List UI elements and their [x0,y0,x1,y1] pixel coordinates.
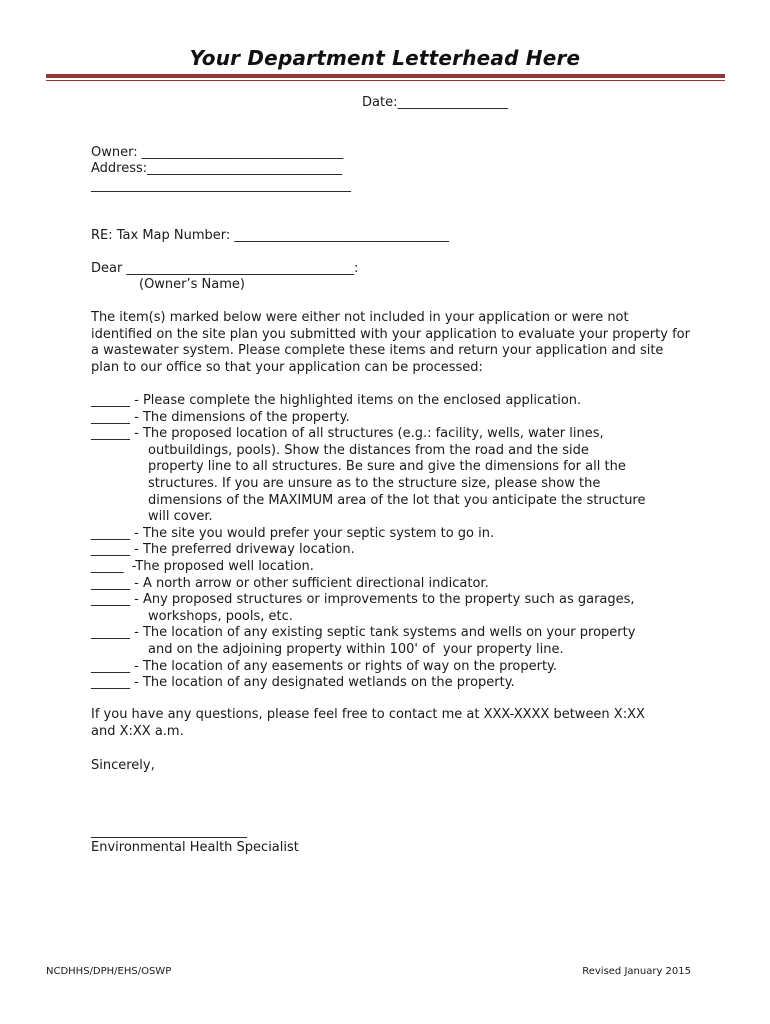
checklist-item-continuation: dimensions of the MAXIMUM area of the lot that you anticipate the structure [148,492,646,508]
checklist-blank: ______ - [91,525,143,541]
checklist-item-first-line [91,675,515,692]
checklist-item-text: The location of any existing septic tank systems and wells on your property [142,625,636,641]
owner-line: Owner: _______________________________ [91,145,344,160]
checklist-item-text: A north arrow or other sufficient directional indicator. [142,575,489,591]
checklist-blank: ______ - [91,542,143,558]
checklist-item-first-line [91,410,350,427]
signature-blank: ________________________ [91,824,247,839]
checklist-item [91,542,355,559]
footer-right: Revised January 2015 [582,966,691,977]
checklist-item-continuation: structures. If you are unsure as to the structure size, please show the [148,475,601,491]
checklist-item [91,592,635,625]
checklist-item-first-line [91,542,355,559]
checklist-item-first-line [91,426,646,443]
checklist-blank: ______ - [91,426,143,442]
checklist-blank: _____ - [91,559,136,574]
checklist-blank: ______ - [91,675,143,691]
intro-paragraph: The item(s) marked below were either not included in your application or were not identified on the site plan you submitted with your application to evaluate your property for a wastewater system. Please complete these items and return your application and site plan to our office so that your application can be processed: [91,310,690,375]
checklist-item-text: The preferred driveway location. [142,542,355,558]
checklist-item [91,625,635,658]
checklist-blank: ______ - [91,658,143,674]
checklist-blank: ______ - [91,409,143,425]
re-tax-map-line: RE: Tax Map Number: _________________________________ [91,228,449,243]
checklist-item-continuation: outbuildings, pools). Show the distances from the road and the side [148,442,589,458]
checklist-item-text: The proposed location of all structures (e.g.: facility, wells, water lines, [142,426,604,442]
checklist-item-first-line [91,592,635,609]
checklist-item-text: Any proposed structures or improvements to the property such as garages, [142,592,635,608]
checklist-item-first-line [91,393,581,410]
checklist-item [91,526,494,543]
date-line: Date:_________________ [362,95,508,110]
checklist-item-text: The location of any easements or rights of way on the property. [142,658,558,674]
checklist-item [91,659,557,676]
checklist-item [91,576,489,593]
checklist-blank: ______ - [91,592,143,608]
signature-title: Environmental Health Specialist [91,840,299,855]
checklist-item-continuation: property line to all structures. Be sure and give the dimensions for all the [148,459,626,475]
checklist-item-text: The location of any designated wetlands on the property. [142,675,515,691]
contact-paragraph: If you have any questions, please feel free to contact me at XXX-XXXX between X:XX and X:XX a.m. [91,707,645,739]
letterhead-rule-thin [46,80,725,81]
checklist-item [91,559,314,576]
checklist-item-text: The proposed well location. [135,559,314,574]
checklist-item [91,410,350,427]
owner-name-label: (Owner’s Name) [139,277,245,292]
checklist-item [91,393,581,410]
closing: Sincerely, [91,758,155,773]
checklist-item-first-line [91,625,635,642]
address-blank-line: ________________________________________ [91,178,351,193]
checklist-blank: ______ - [91,625,143,641]
checklist-item [91,426,646,526]
letterhead-rule-thick [46,74,725,78]
checklist-item-text: The site you would prefer your septic system to go in. [142,525,495,541]
address-line: Address:______________________________ [91,161,343,176]
checklist-item [91,675,515,692]
checklist-item-first-line [91,659,557,676]
checklist-item-continuation: will cover. [148,509,213,525]
checklist-item-text: Please complete the highlighted items on the enclosed application. [142,393,582,408]
checklist-item-first-line [91,576,489,593]
checklist-item-first-line [91,526,494,543]
checklist-item-continuation: workshops, pools, etc. [148,608,293,624]
salutation-line: Dear ___________________________________: [91,261,359,276]
checklist-item-continuation: and on the adjoining property within 100' of your property line. [148,641,564,657]
checklist-blank: ______ - [91,393,143,408]
checklist-blank: ______ - [91,575,143,591]
letterhead-title: Your Department Letterhead Here [189,46,581,70]
checklist-item-first-line [91,559,314,576]
checklist-item-text: The dimensions of the property. [142,409,350,425]
footer-left: NCDHHS/DPH/EHS/OSWP [46,966,172,977]
